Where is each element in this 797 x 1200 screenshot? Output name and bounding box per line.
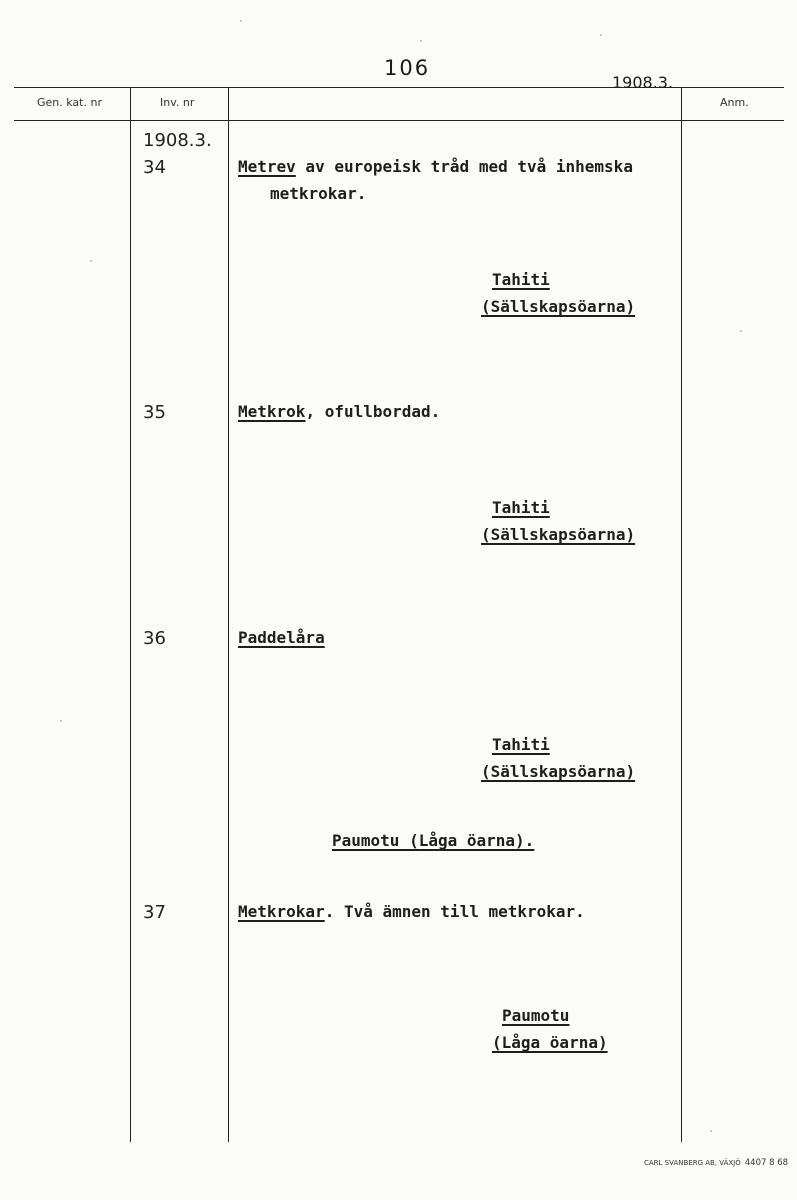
page-number: 106: [384, 56, 431, 80]
printer-imprint: [644, 1158, 788, 1168]
entry-region: (Sällskapsöarna): [481, 297, 636, 316]
entry-region: (Sällskapsöarna): [481, 762, 636, 781]
scan-speck: [600, 34, 602, 36]
entry-line: [238, 902, 585, 921]
entry-line: [238, 157, 633, 176]
scan-speck: [240, 20, 242, 22]
col-divider-2: [228, 87, 229, 1142]
entry-text: av europeisk tråd med två inhemska: [295, 157, 633, 176]
scan-speck: [420, 40, 422, 42]
entry-region: (Sällskapsöarna): [481, 525, 636, 544]
inv-number: 36: [143, 628, 166, 649]
entry-title: Metkrok: [238, 402, 306, 421]
entry-text-cont: metkrokar.: [270, 184, 367, 203]
header-year: 1908.3.: [612, 73, 674, 92]
form-number: 4407 8 68: [744, 1158, 789, 1168]
entry-title: Metkrokar: [238, 902, 325, 921]
scan-speck: [710, 1130, 712, 1132]
col-header-anm: Anm.: [720, 96, 749, 109]
entry-place: Paumotu: [502, 1006, 570, 1025]
inv-number: 35: [143, 402, 166, 423]
printer-name: CARL SVANBERG AB, VÄXJÖ: [644, 1159, 741, 1167]
entry-place: Tahiti: [492, 735, 550, 754]
entry-line: [238, 402, 440, 421]
entry-title: Metrev: [238, 157, 296, 176]
year-label: 1908.3.: [143, 130, 212, 151]
inv-number: 37: [143, 902, 166, 923]
col-header-inv: Inv. nr: [160, 96, 195, 109]
entry-region: (Låga öarna): [492, 1033, 608, 1052]
scan-speck: [740, 330, 742, 332]
entry-text: . Två ämnen till metkrokar.: [324, 902, 585, 921]
entry-text: , ofullbordad.: [305, 402, 441, 421]
scan-speck: [60, 720, 62, 722]
entry-title: Paddelåra: [238, 628, 325, 647]
entry-place: Tahiti: [492, 270, 550, 289]
entry-place: Tahiti: [492, 498, 550, 517]
inv-number: 34: [143, 157, 166, 178]
col-divider-3: [681, 87, 682, 1142]
col-divider-1: [130, 87, 131, 1142]
col-header-gen-kat: Gen. kat. nr: [37, 96, 102, 109]
entry-extra-place: Paumotu (Låga öarna).: [332, 831, 535, 850]
scan-speck: [90, 260, 92, 262]
